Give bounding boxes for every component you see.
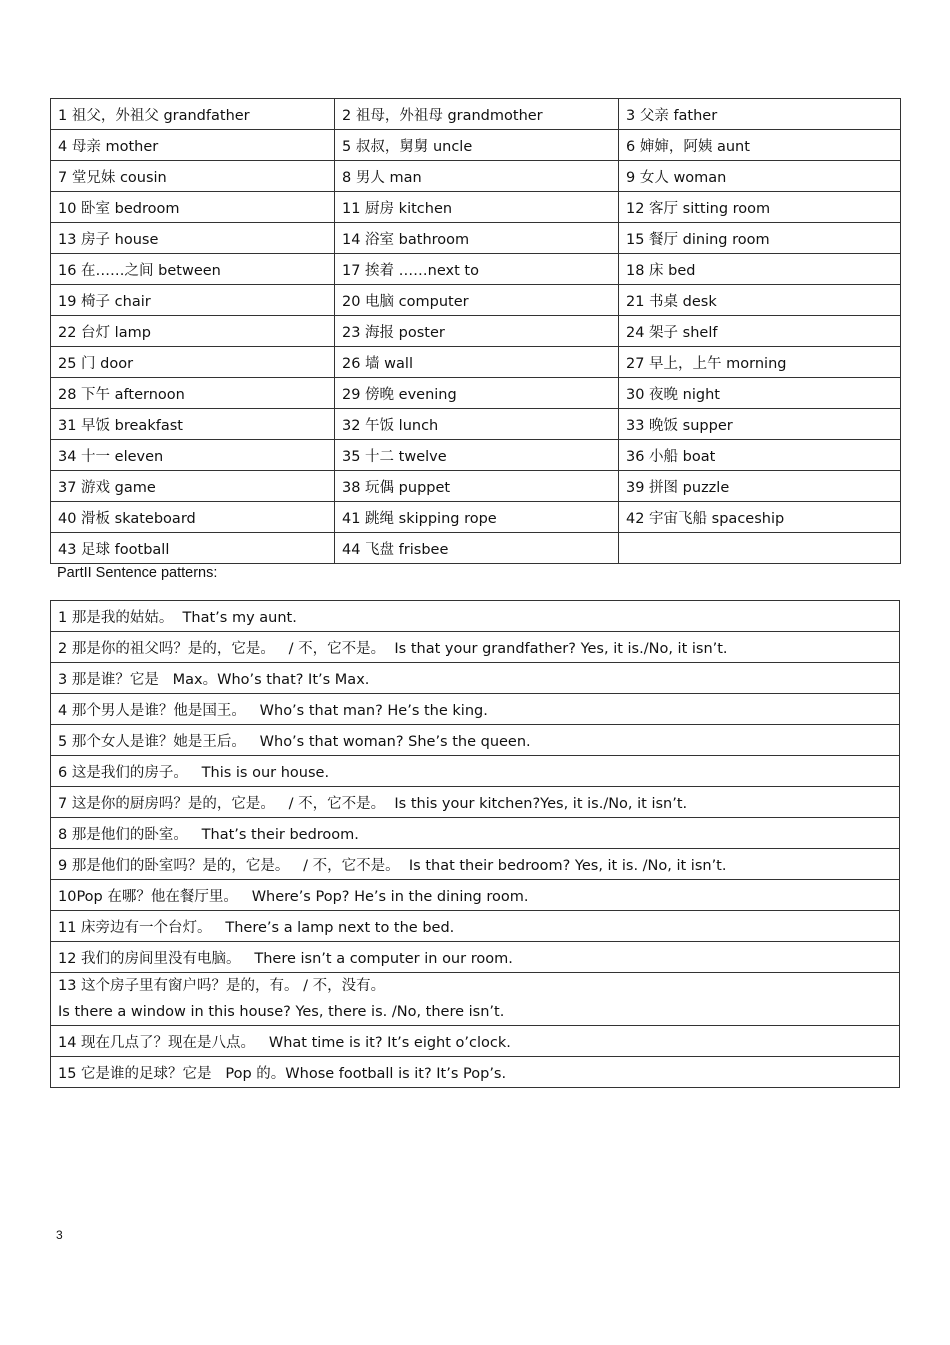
sentence-cell: 10Pop 在哪？他在餐厅里。 Where’s Pop? He’s in the dining room.	[51, 880, 900, 911]
sentence-cell: 7 这是你的厨房吗？是的，它是。 / 不，它不是。 Is this your kitchen?Yes, it is./No, it isn’t.	[51, 787, 900, 818]
vocab-cell: 43 足球 football	[51, 533, 335, 564]
sentence-row	[51, 632, 900, 663]
sentence-cell: 11 床旁边有一个台灯。 There’s a lamp next to the bed.	[51, 911, 900, 942]
sentence-row	[51, 725, 900, 756]
sentence-cell: 1 那是我的姑姑。 That’s my aunt.	[51, 601, 900, 632]
vocab-row	[51, 254, 901, 285]
vocab-cell: 22 台灯 lamp	[51, 316, 335, 347]
vocab-row	[51, 285, 901, 316]
vocab-cell: 39 拼图 puzzle	[619, 471, 901, 502]
vocab-cell: 11 厨房 kitchen	[335, 192, 619, 223]
vocab-cell: 42 宇宙飞船 spaceship	[619, 502, 901, 533]
vocab-cell: 37 游戏 game	[51, 471, 335, 502]
vocab-row	[51, 192, 901, 223]
vocab-cell: 30 夜晚 night	[619, 378, 901, 409]
sentence-row	[51, 942, 900, 973]
vocab-cell: 24 架子 shelf	[619, 316, 901, 347]
vocab-cell: 12 客厅 sitting room	[619, 192, 901, 223]
sentence-cell: 13 这个房子里有窗户吗？是的，有。 / 不，没有。 Is there a window in this house? Yes, there is. /No, there isn’t.	[51, 973, 900, 1026]
vocab-cell: 29 傍晚 evening	[335, 378, 619, 409]
vocab-cell: 36 小船 boat	[619, 440, 901, 471]
sentence-cell: 8 那是他们的卧室。 That’s their bedroom.	[51, 818, 900, 849]
vocab-cell: 18 床 bed	[619, 254, 901, 285]
vocab-cell: 15 餐厅 dining room	[619, 223, 901, 254]
sentence-cell: 9 那是他们的卧室吗？是的，它是。 / 不，它不是。 Is that their bedroom? Yes, it is. /No, it isn’t.	[51, 849, 900, 880]
vocab-row	[51, 223, 901, 254]
vocab-cell: 8 男人 man	[335, 161, 619, 192]
vocab-cell: 20 电脑 computer	[335, 285, 619, 316]
sentence-cell: 6 这是我们的房子。 This is our house.	[51, 756, 900, 787]
sentence-row	[51, 911, 900, 942]
vocab-row	[51, 130, 901, 161]
sentence-cell: 5 那个女人是谁？她是王后。 Who’s that woman? She’s the queen.	[51, 725, 900, 756]
vocab-cell: 19 椅子 chair	[51, 285, 335, 316]
vocab-cell: 41 跳绳 skipping rope	[335, 502, 619, 533]
sentence-cell: 2 那是你的祖父吗？是的，它是。 / 不，它不是。 Is that your grandfather? Yes, it is./No, it isn’t.	[51, 632, 900, 663]
vocab-cell: 27 早上，上午 morning	[619, 347, 901, 378]
vocab-cell: 28 下午 afternoon	[51, 378, 335, 409]
vocab-cell: 31 早饭 breakfast	[51, 409, 335, 440]
sentence-patterns-table	[50, 600, 900, 1088]
vocab-cell: 23 海报 poster	[335, 316, 619, 347]
sentence-row	[51, 694, 900, 725]
sentence-row	[51, 756, 900, 787]
vocab-cell: 7 堂兄妹 cousin	[51, 161, 335, 192]
sentence-row	[51, 663, 900, 694]
vocab-cell: 2 祖母，外祖母 grandmother	[335, 99, 619, 130]
sentence-cell: 4 那个男人是谁？他是国王。 Who’s that man? He’s the king.	[51, 694, 900, 725]
vocabulary-table	[50, 98, 901, 564]
vocab-row	[51, 161, 901, 192]
vocab-row	[51, 316, 901, 347]
sentence-row	[51, 973, 900, 1026]
vocab-cell: 38 玩偶 puppet	[335, 471, 619, 502]
sentence-cell: 15 它是谁的足球？它是 Pop 的。Whose football is it? It’s Pop’s.	[51, 1057, 900, 1088]
vocab-cell: 21 书桌 desk	[619, 285, 901, 316]
vocab-cell: 1 祖父，外祖父 grandfather	[51, 99, 335, 130]
vocab-cell: 4 母亲 mother	[51, 130, 335, 161]
vocab-cell: 25 门 door	[51, 347, 335, 378]
vocab-cell: 32 午饭 lunch	[335, 409, 619, 440]
page-number: 3	[56, 1228, 63, 1242]
vocab-cell: 35 十二 twelve	[335, 440, 619, 471]
vocab-cell: 17 挨着 ……next to	[335, 254, 619, 285]
vocab-row	[51, 99, 901, 130]
vocab-cell	[619, 533, 901, 564]
sentence-cell: 12 我们的房间里没有电脑。 There isn’t a computer in our room.	[51, 942, 900, 973]
vocab-row	[51, 471, 901, 502]
vocab-cell: 6 婶婶，阿姨 aunt	[619, 130, 901, 161]
vocab-cell: 34 十一 eleven	[51, 440, 335, 471]
vocab-cell: 10 卧室 bedroom	[51, 192, 335, 223]
vocab-cell: 26 墙 wall	[335, 347, 619, 378]
sentence-row	[51, 880, 900, 911]
vocab-row	[51, 347, 901, 378]
vocab-cell: 9 女人 woman	[619, 161, 901, 192]
vocab-cell: 33 晚饭 supper	[619, 409, 901, 440]
vocab-cell: 16 在……之间 between	[51, 254, 335, 285]
vocab-cell: 40 滑板 skateboard	[51, 502, 335, 533]
sentence-row	[51, 818, 900, 849]
sentence-row	[51, 1026, 900, 1057]
vocab-cell: 5 叔叔，舅舅 uncle	[335, 130, 619, 161]
vocab-cell: 44 飞盘 frisbee	[335, 533, 619, 564]
vocab-cell: 3 父亲 father	[619, 99, 901, 130]
vocab-row	[51, 502, 901, 533]
vocab-cell: 14 浴室 bathroom	[335, 223, 619, 254]
sentence-row	[51, 601, 900, 632]
sentence-row	[51, 849, 900, 880]
vocab-row	[51, 409, 901, 440]
vocab-row	[51, 378, 901, 409]
vocab-row	[51, 440, 901, 471]
part2-heading: PartII Sentence patterns:	[57, 565, 218, 581]
sentence-cell: 3 那是谁？它是 Max。Who’s that? It’s Max.	[51, 663, 900, 694]
sentence-row	[51, 787, 900, 818]
vocab-row	[51, 533, 901, 564]
vocab-cell: 13 房子 house	[51, 223, 335, 254]
sentence-row	[51, 1057, 900, 1088]
sentence-cell: 14 现在几点了？现在是八点。 What time is it? It’s eight o’clock.	[51, 1026, 900, 1057]
